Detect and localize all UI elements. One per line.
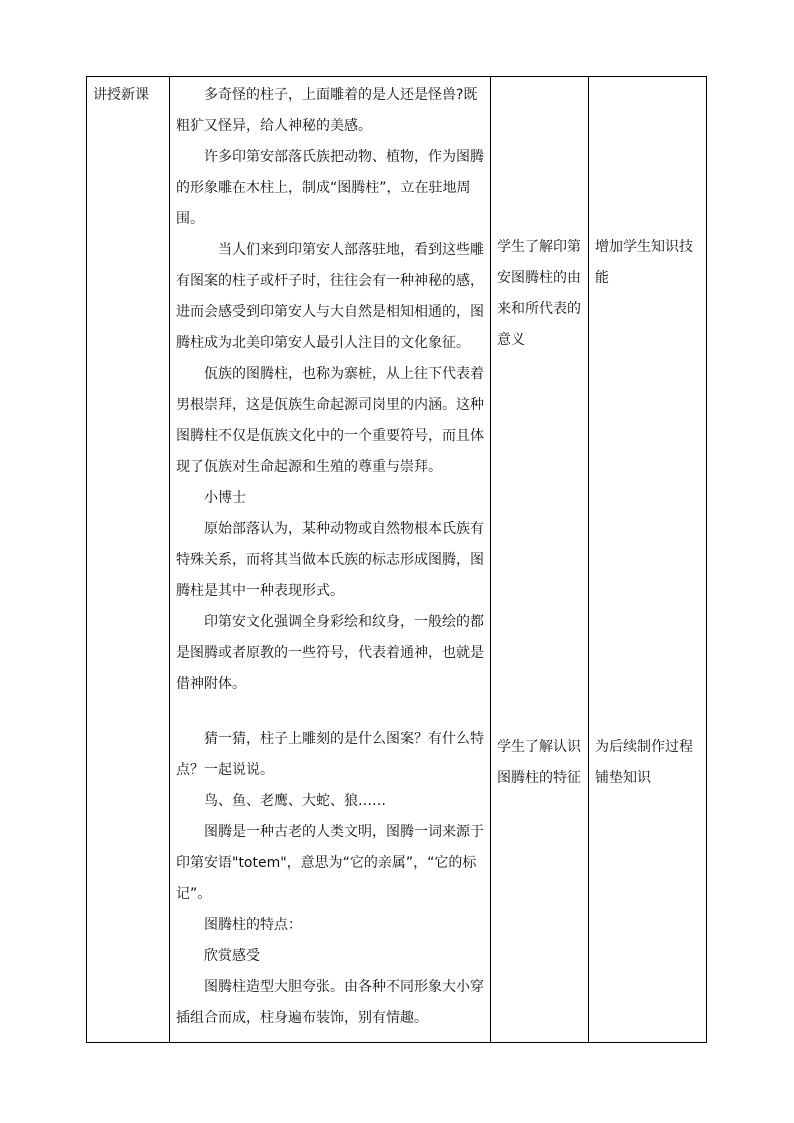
section-label-cell [93, 80, 165, 111]
design-intent-2 [595, 732, 703, 794]
content-paragraph: 印第安文化强调全身彩绘和纹身，一般绘的都是图腾或者原教的一些符号，代表着通神，也就是借神附体。 [176, 614, 484, 692]
content-paragraph: 小博士 [204, 490, 246, 506]
paragraph-gap [176, 700, 484, 724]
lesson-plan-table [86, 76, 707, 1043]
content-paragraph: 图腾是一种古老的人类文明，图腾一词来源于印第安语"totem"，意思为“它的亲属”，“它的标记”。 [176, 824, 484, 902]
content-paragraph: 猜一猜，柱子上雕刻的是什么图案？有什么特点？一起说说。 [176, 731, 484, 778]
content-paragraph: 许多印第安部落氏族把动物、植物，作为图腾的形象雕在木柱上，制成“图腾柱”，立在驻地周围。 [176, 149, 484, 227]
content-paragraph: 当人们来到印第安人部落驻地，看到这些雕有图案的柱子或杆子时，往往会有一种神秘的感，进而会感受到印第安人与大自然是相知相通的，图腾柱成为北美印第安人最引人注目的文化象征。 [176, 242, 484, 351]
design-intent-1 [595, 232, 703, 294]
section-label: 讲授新课 [93, 87, 149, 103]
student-activity-text: 学生了解认识图腾柱的特征 [497, 739, 581, 786]
content-paragraph: 多奇怪的柱子，上面雕着的是人还是怪兽?既粗犷又怪异，给人神秘的美感。 [176, 87, 478, 134]
column-divider [588, 77, 589, 1042]
content-paragraph: 欣赏感受 [204, 948, 260, 964]
column-divider [169, 77, 170, 1042]
content-paragraph: 鸟、鱼、老鹰、大蛇、狼…… [204, 793, 386, 809]
design-intent-text: 为后续制作过程铺垫知识 [595, 739, 693, 786]
content-paragraph: 原始部落认为，某种动物或自然物根本氏族有特殊关系，而将其当做本氏族的标志形成图腾，图腾柱是其中一种表现形式。 [176, 521, 484, 599]
content-paragraph: 图腾柱的特点： [204, 917, 302, 933]
content-paragraph: 图腾柱造型大胆夸张。由各种不同形象大小穿插组合而成，柱身遍布装饰，别有情趣。 [176, 979, 484, 1026]
student-activity-2 [497, 732, 583, 794]
teaching-content-cell [176, 80, 484, 1034]
content-paragraph: 佤族的图腾柱，也称为寨桩，从上往下代表着男根崇拜，这是佤族生命起源司岗里的内涵。这种图腾柱不仅是佤族文化中的一个重要符号，而且体现了佤族对生命起源和生殖的尊重与崇拜。 [176, 366, 484, 475]
student-activity-text: 学生了解印第安图腾柱的由来和所代表的意义 [497, 239, 581, 348]
student-activity-1 [497, 232, 583, 356]
column-divider [490, 77, 491, 1042]
design-intent-text: 增加学生知识技能 [595, 239, 693, 286]
